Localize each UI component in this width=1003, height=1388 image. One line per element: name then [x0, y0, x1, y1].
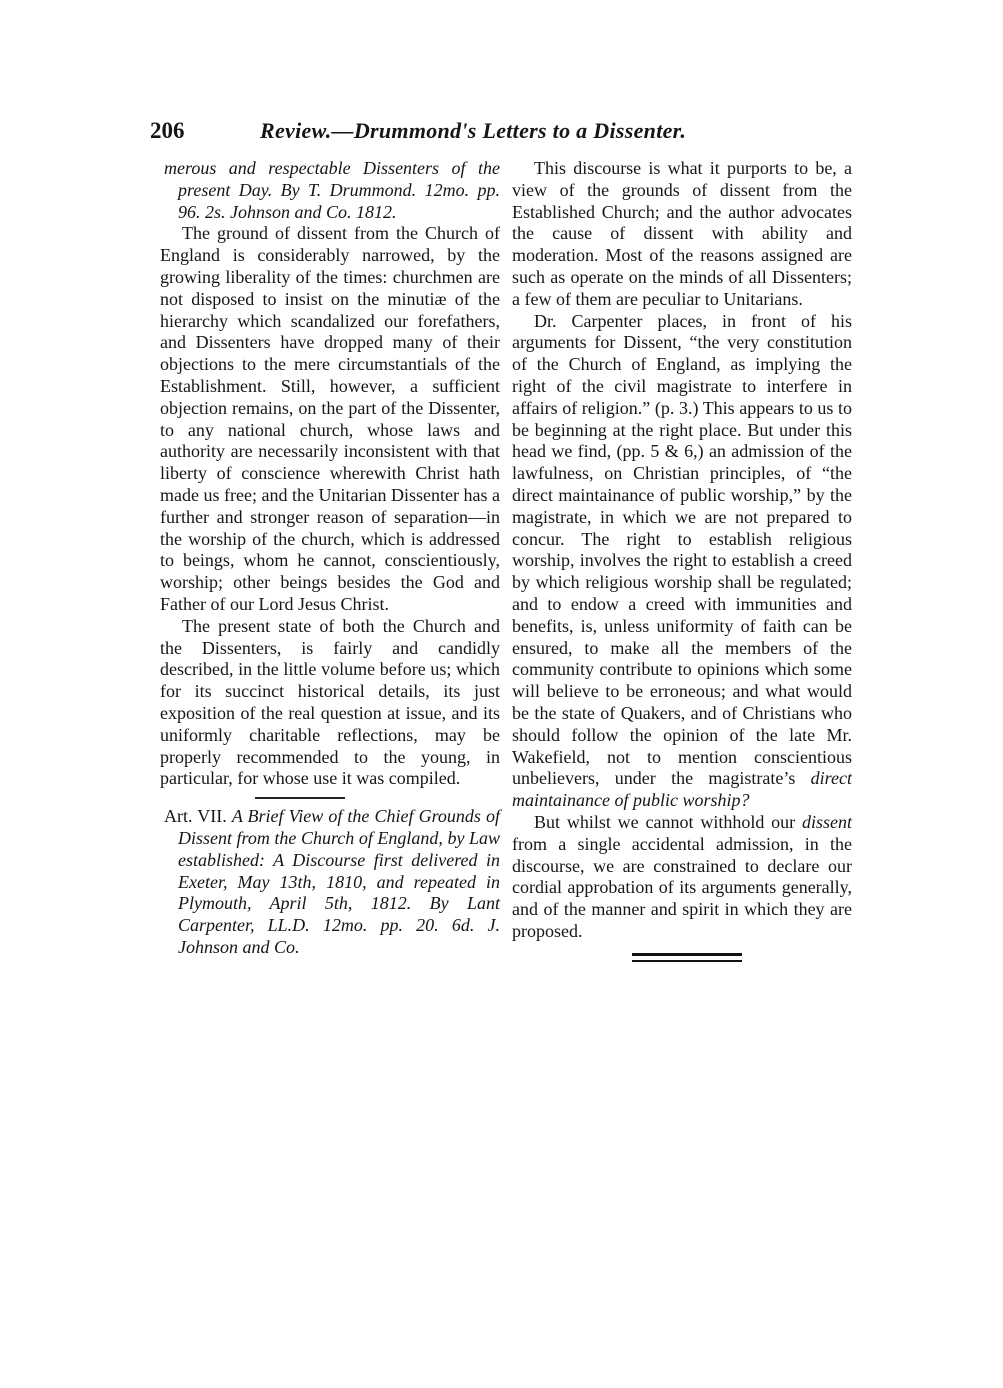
article-label: Art. VII.	[164, 806, 227, 827]
article-heading	[160, 806, 500, 959]
right-paragraph-3-start: But whilst we cannot withhold our	[534, 811, 796, 832]
right-paragraph-3-italic: dissent	[802, 811, 853, 832]
right-paragraph-2	[512, 311, 852, 812]
right-paragraph-2-text: Dr. Carpenter places, in front of his arguments for Dissent, “the very constitution of the Church of England, as implying the right of the civil magistrate to interfere in affairs of religion.” (p. 3.) This appears to us to be beginning at the right place. But under this head we find, (pp. 5 & 6,) an admission of the lawfulness, on Christian principles, of “the direct maintainance of public worship,” by the magistrate, in which we are not prepared to concur. The right to establish religious worship, involves the right to establish a creed by which religious worship shall be regulated; and to endow a creed with immunities and benefits, is, unless uniformity of faith can be ensured, to make all the members of the community contribute to opinions which some will believe to be erroneous; and what would be the state of Quakers, and of Christians who should follow the opinion of the late Mr. Wakefield, not to mention conscientious unbelievers, under the magistrate’s	[512, 310, 852, 789]
page-number: 206	[150, 118, 185, 143]
end-rule	[632, 953, 742, 962]
right-paragraph-3-end: from a single accidental admission, in the discourse, we are constrained to declare our cordial approbation of its arguments generally, and of the manner and spirit in which they are proposed.	[512, 833, 852, 941]
running-head: Review.—Drummond's Letters to a Dissenter.	[260, 118, 687, 143]
left-column	[160, 158, 500, 959]
article-title: A Brief View of the Chief Grounds of Dissent from the Church of England, by Law established: A Discourse first delivered in Exeter, May 13th, 1810, and repeated in Plymouth, April 5th, 1812. By Lant Carpenter, LL.D. 12mo. pp. 20. 6d. J. Johnson and Co.	[178, 806, 500, 957]
left-paragraph-1: The ground of dissent from the Church of England is considerably narrowed, by the growing liberality of the times: churchmen are not disposed to insist on the minutiæ of the hierarchy which scandalized our forefathers, and Dissenters have dropped many of their objections to the mere circumstantials of the Establishment. Still, however, a sufficient objection remains, on the part of the Dissenter, to any national church, whose laws and authority are necessarily inconsistent with that liberty of conscience wherewith Christ hath made us free; and the Unitarian Dissenter has a further and stronger reason of separation—in the worship of the church, which is addressed to beings, whom he cannot, conscientiously, worship; other beings besides the God and Father of our Lord Jesus Christ.	[160, 223, 500, 614]
right-paragraph-3	[512, 812, 852, 943]
section-divider	[255, 797, 345, 799]
right-paragraph-2-italic: direct maintainance of public worship?	[512, 768, 852, 811]
review-heading-tail: merous and respectable Dissenters of the present Day. By T. Drummond. 12mo. pp. 96. 2s. Johnson and Co. 1812.	[164, 158, 500, 222]
page-header	[150, 118, 870, 152]
right-column	[512, 158, 852, 962]
left-paragraph-2: The present state of both the Church and the Dissenters, is fairly and candidly described, in the little volume before us; which for its succinct historical details, its just exposition of the real question at issue, and its uniformly charitable reflections, may be properly recommended to the young, in particular, for whose use it was compiled.	[160, 615, 500, 789]
right-paragraph-1: This discourse is what it purports to be, a view of the grounds of dissent from the Established Church; and the author advocates the cause of dissent with ability and moderation. Most of the reasons assigned are such as operate on the minds of all Dissenters; a few of them are peculiar to Unitarians.	[512, 158, 852, 309]
